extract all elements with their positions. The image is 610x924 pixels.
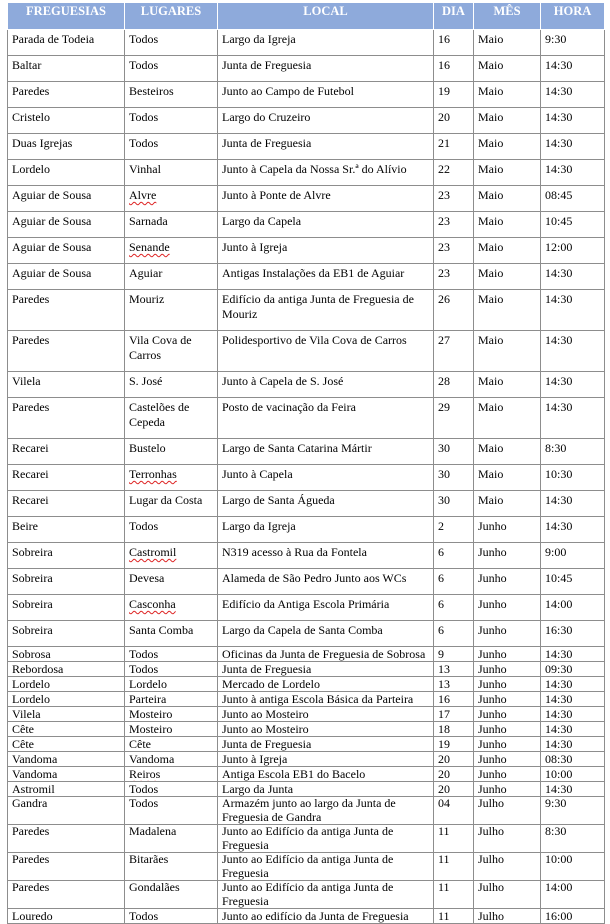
cell-hora: 9:00	[541, 543, 605, 569]
cell-mes: Maio	[474, 491, 541, 517]
cell-local: Junto à Capela de S. José	[218, 372, 434, 398]
cell-dia: 26	[434, 290, 474, 331]
table-row	[8, 782, 605, 797]
cell-lugar: Todos	[125, 56, 218, 82]
cell-freguesia: Duas Igrejas	[8, 134, 125, 160]
cell-lugar: Gondalães	[125, 881, 218, 909]
cell-hora: 14:30	[541, 491, 605, 517]
table-row	[8, 737, 605, 752]
table-row	[8, 30, 605, 56]
cell-lugar: Lugar da Costa	[125, 491, 218, 517]
cell-freguesia: Paredes	[8, 881, 125, 909]
cell-mes: Maio	[474, 56, 541, 82]
cell-mes: Julho	[474, 825, 541, 853]
cell-hora: 14:30	[541, 160, 605, 186]
cell-mes: Maio	[474, 108, 541, 134]
cell-hora: 14:30	[541, 108, 605, 134]
cell-mes: Junho	[474, 782, 541, 797]
cell-dia: 6	[434, 621, 474, 647]
table-row	[8, 108, 605, 134]
cell-local: Junto à Capela	[218, 465, 434, 491]
cell-local: Junta de Freguesia	[218, 56, 434, 82]
cell-hora: 14:30	[541, 677, 605, 692]
header-mes: MÊS	[474, 3, 541, 30]
cell-dia: 11	[434, 853, 474, 881]
table-row	[8, 797, 605, 825]
cell-dia: 30	[434, 465, 474, 491]
cell-dia: 04	[434, 797, 474, 825]
cell-freguesia: Astromil	[8, 782, 125, 797]
cell-hora: 08:30	[541, 752, 605, 767]
cell-local: Oficinas da Junta de Freguesia de Sobrosa	[218, 647, 434, 662]
cell-dia: 16	[434, 56, 474, 82]
cell-hora: 14:00	[541, 595, 605, 621]
table-row	[8, 692, 605, 707]
cell-dia: 19	[434, 82, 474, 108]
cell-hora: 10:45	[541, 569, 605, 595]
cell-mes: Maio	[474, 331, 541, 372]
table-row	[8, 621, 605, 647]
table-row	[8, 186, 605, 212]
cell-lugar: Todos	[125, 517, 218, 543]
cell-hora: 14:30	[541, 722, 605, 737]
cell-hora: 9:30	[541, 30, 605, 56]
cell-lugar: Mouriz	[125, 290, 218, 331]
cell-lugar: Vinhal	[125, 160, 218, 186]
cell-local: Junto à Igreja	[218, 238, 434, 264]
table-row	[8, 517, 605, 543]
cell-hora: 09:30	[541, 662, 605, 677]
cell-local: Largo da Junta	[218, 782, 434, 797]
cell-local: Edifício da antiga Junta de Freguesia de Mouriz	[218, 290, 434, 331]
cell-freguesia: Lordelo	[8, 160, 125, 186]
cell-dia: 20	[434, 752, 474, 767]
cell-dia: 27	[434, 331, 474, 372]
cell-mes: Maio	[474, 264, 541, 290]
cell-hora: 16:30	[541, 621, 605, 647]
cell-local: Largo de Santa Águeda	[218, 491, 434, 517]
cell-hora: 14:30	[541, 264, 605, 290]
table-row	[8, 543, 605, 569]
cell-hora: 9:30	[541, 797, 605, 825]
cell-dia: 20	[434, 782, 474, 797]
table-row	[8, 569, 605, 595]
cell-lugar: Vila Cova de Carros	[125, 331, 218, 372]
cell-freguesia: Parada de Todeia	[8, 30, 125, 56]
cell-dia: 29	[434, 398, 474, 439]
cell-dia: 2	[434, 517, 474, 543]
cell-local: Largo da Capela de Santa Comba	[218, 621, 434, 647]
cell-mes: Junho	[474, 543, 541, 569]
cell-local: Largo de Santa Catarina Mártir	[218, 439, 434, 465]
cell-lugar: Todos	[125, 782, 218, 797]
cell-freguesia: Vandoma	[8, 767, 125, 782]
cell-hora: 14:30	[541, 707, 605, 722]
table-body	[8, 30, 605, 924]
cell-local: Junto à Capela da Nossa Sr.ª do Alívio	[218, 160, 434, 186]
header-dia: DIA	[434, 3, 474, 30]
cell-freguesia: Paredes	[8, 331, 125, 372]
table-row	[8, 595, 605, 621]
table-row	[8, 56, 605, 82]
cell-dia: 23	[434, 238, 474, 264]
cell-freguesia: Sobreira	[8, 569, 125, 595]
cell-hora: 10:00	[541, 767, 605, 782]
cell-hora: 10:45	[541, 212, 605, 238]
header-lugares: LUGARES	[125, 3, 218, 30]
cell-freguesia: Recarei	[8, 491, 125, 517]
cell-lugar: Reiros	[125, 767, 218, 782]
cell-freguesia: Baltar	[8, 56, 125, 82]
cell-lugar: Terronhas	[125, 465, 218, 491]
cell-hora: 14:30	[541, 517, 605, 543]
cell-dia: 28	[434, 372, 474, 398]
cell-dia: 11	[434, 881, 474, 909]
cell-dia: 30	[434, 491, 474, 517]
cell-freguesia: Sobreira	[8, 595, 125, 621]
cell-lugar: Todos	[125, 30, 218, 56]
table-row	[8, 238, 605, 264]
cell-dia: 6	[434, 595, 474, 621]
cell-lugar: Todos	[125, 108, 218, 134]
cell-hora: 14:30	[541, 290, 605, 331]
cell-dia: 16	[434, 692, 474, 707]
cell-hora: 8:30	[541, 825, 605, 853]
cell-local: Junto ao Edifício da antiga Junta de Freguesia	[218, 881, 434, 909]
cell-lugar: Bustelo	[125, 439, 218, 465]
table-row	[8, 331, 605, 372]
cell-lugar: Mosteiro	[125, 722, 218, 737]
cell-dia: 11	[434, 825, 474, 853]
cell-lugar: Todos	[125, 134, 218, 160]
cell-freguesia: Sobreira	[8, 543, 125, 569]
cell-mes: Julho	[474, 909, 541, 924]
cell-local: Junta de Freguesia	[218, 134, 434, 160]
cell-lugar: Devesa	[125, 569, 218, 595]
cell-lugar: S. José	[125, 372, 218, 398]
cell-hora: 14:30	[541, 398, 605, 439]
cell-mes: Junho	[474, 692, 541, 707]
cell-local: Junta de Freguesia	[218, 662, 434, 677]
cell-mes: Maio	[474, 160, 541, 186]
cell-lugar: Senande	[125, 238, 218, 264]
cell-lugar: Besteiros	[125, 82, 218, 108]
table-row	[8, 825, 605, 853]
cell-freguesia: Recarei	[8, 439, 125, 465]
table-row	[8, 439, 605, 465]
cell-hora: 14:30	[541, 782, 605, 797]
table-row	[8, 264, 605, 290]
cell-freguesia: Aguiar de Sousa	[8, 186, 125, 212]
cell-local: N319 acesso à Rua da Fontela	[218, 543, 434, 569]
cell-dia: 18	[434, 722, 474, 737]
cell-lugar: Mosteiro	[125, 707, 218, 722]
cell-mes: Junho	[474, 722, 541, 737]
cell-local: Posto de vacinação da Feira	[218, 398, 434, 439]
cell-hora: 12:00	[541, 238, 605, 264]
cell-hora: 14:30	[541, 82, 605, 108]
cell-dia: 6	[434, 543, 474, 569]
cell-mes: Maio	[474, 82, 541, 108]
cell-lugar: Vandoma	[125, 752, 218, 767]
cell-dia: 30	[434, 439, 474, 465]
cell-mes: Maio	[474, 212, 541, 238]
cell-local: Alameda de São Pedro Junto aos WCs	[218, 569, 434, 595]
table-row	[8, 290, 605, 331]
cell-mes: Maio	[474, 290, 541, 331]
cell-local: Largo da Capela	[218, 212, 434, 238]
cell-lugar: Bitarães	[125, 853, 218, 881]
table-row	[8, 662, 605, 677]
cell-hora: 14:30	[541, 647, 605, 662]
cell-lugar: Parteira	[125, 692, 218, 707]
cell-mes: Junho	[474, 517, 541, 543]
cell-dia: 6	[434, 569, 474, 595]
cell-local: Antiga Escola EB1 do Bacelo	[218, 767, 434, 782]
cell-mes: Junho	[474, 707, 541, 722]
cell-local: Junta de Freguesia	[218, 737, 434, 752]
cell-local: Armazém junto ao largo da Junta de Freguesia de Gandra	[218, 797, 434, 825]
cell-local: Mercado de Lordelo	[218, 677, 434, 692]
cell-local: Junto à antiga Escola Básica da Parteira	[218, 692, 434, 707]
cell-hora: 8:30	[541, 439, 605, 465]
cell-freguesia: Louredo	[8, 909, 125, 924]
cell-freguesia: Lordelo	[8, 677, 125, 692]
cell-freguesia: Beire	[8, 517, 125, 543]
cell-mes: Junho	[474, 737, 541, 752]
cell-lugar: Madalena	[125, 825, 218, 853]
cell-hora: 14:30	[541, 737, 605, 752]
cell-hora: 16:00	[541, 909, 605, 924]
cell-lugar: Todos	[125, 797, 218, 825]
table-row	[8, 82, 605, 108]
cell-mes: Julho	[474, 881, 541, 909]
cell-local: Junto ao Campo de Futebol	[218, 82, 434, 108]
cell-mes: Junho	[474, 752, 541, 767]
cell-dia: 9	[434, 647, 474, 662]
cell-mes: Junho	[474, 767, 541, 782]
cell-hora: 14:30	[541, 372, 605, 398]
cell-local: Junto à Ponte de Alvre	[218, 186, 434, 212]
cell-freguesia: Cête	[8, 722, 125, 737]
cell-mes: Junho	[474, 662, 541, 677]
cell-freguesia: Paredes	[8, 853, 125, 881]
cell-freguesia: Gandra	[8, 797, 125, 825]
cell-dia: 22	[434, 160, 474, 186]
header-hora: HORA	[541, 3, 605, 30]
cell-lugar: Sarnada	[125, 212, 218, 238]
cell-dia: 13	[434, 677, 474, 692]
cell-mes: Maio	[474, 398, 541, 439]
cell-hora: 10:00	[541, 853, 605, 881]
cell-hora: 14:30	[541, 134, 605, 160]
table-row	[8, 767, 605, 782]
cell-freguesia: Paredes	[8, 825, 125, 853]
cell-mes: Maio	[474, 372, 541, 398]
cell-dia: 23	[434, 264, 474, 290]
cell-freguesia: Aguiar de Sousa	[8, 238, 125, 264]
cell-lugar: Casconha	[125, 595, 218, 621]
table-row	[8, 722, 605, 737]
cell-lugar: Aguiar	[125, 264, 218, 290]
cell-local: Antigas Instalações da EB1 de Aguiar	[218, 264, 434, 290]
cell-freguesia: Lordelo	[8, 692, 125, 707]
cell-freguesia: Sobreira	[8, 621, 125, 647]
cell-lugar: Todos	[125, 662, 218, 677]
cell-lugar: Castromil	[125, 543, 218, 569]
cell-freguesia: Vilela	[8, 372, 125, 398]
cell-freguesia: Rebordosa	[8, 662, 125, 677]
table-row	[8, 398, 605, 439]
table-row	[8, 853, 605, 881]
cell-mes: Junho	[474, 621, 541, 647]
cell-hora: 14:00	[541, 881, 605, 909]
table-header	[8, 3, 605, 30]
cell-lugar: Cête	[125, 737, 218, 752]
table-row	[8, 707, 605, 722]
cell-lugar: Alvre	[125, 186, 218, 212]
vaccination-schedule-table	[7, 2, 605, 924]
table-row	[8, 677, 605, 692]
cell-freguesia: Sobrosa	[8, 647, 125, 662]
cell-mes: Junho	[474, 595, 541, 621]
cell-freguesia: Vilela	[8, 707, 125, 722]
cell-lugar: Castelões de Cepeda	[125, 398, 218, 439]
cell-mes: Maio	[474, 30, 541, 56]
cell-freguesia: Paredes	[8, 290, 125, 331]
cell-local: Junto ao Mosteiro	[218, 707, 434, 722]
cell-mes: Maio	[474, 186, 541, 212]
cell-local: Junto ao Edifício da antiga Junta de Freguesia	[218, 853, 434, 881]
cell-hora: 14:30	[541, 331, 605, 372]
cell-mes: Maio	[474, 465, 541, 491]
cell-mes: Julho	[474, 797, 541, 825]
cell-local: Largo do Cruzeiro	[218, 108, 434, 134]
cell-dia: 11	[434, 909, 474, 924]
table-row	[8, 647, 605, 662]
cell-mes: Maio	[474, 134, 541, 160]
cell-dia: 20	[434, 108, 474, 134]
table-row	[8, 160, 605, 186]
cell-dia: 13	[434, 662, 474, 677]
cell-local: Polidesportivo de Vila Cova de Carros	[218, 331, 434, 372]
cell-local: Largo da Igreja	[218, 517, 434, 543]
table-row	[8, 134, 605, 160]
cell-lugar: Santa Comba	[125, 621, 218, 647]
cell-local: Junto ao edifício da Junta de Freguesia	[218, 909, 434, 924]
cell-mes: Maio	[474, 439, 541, 465]
cell-hora: 08:45	[541, 186, 605, 212]
cell-hora: 10:30	[541, 465, 605, 491]
cell-mes: Junho	[474, 569, 541, 595]
cell-dia: 20	[434, 767, 474, 782]
cell-lugar: Lordelo	[125, 677, 218, 692]
table-row	[8, 491, 605, 517]
cell-freguesia: Paredes	[8, 82, 125, 108]
cell-freguesia: Cête	[8, 737, 125, 752]
cell-freguesia: Paredes	[8, 398, 125, 439]
cell-lugar: Todos	[125, 909, 218, 924]
cell-freguesia: Recarei	[8, 465, 125, 491]
header-freguesias: FREGUESIAS	[8, 3, 125, 30]
cell-local: Largo da Igreja	[218, 30, 434, 56]
cell-dia: 19	[434, 737, 474, 752]
cell-mes: Junho	[474, 677, 541, 692]
cell-local: Junto à Igreja	[218, 752, 434, 767]
cell-freguesia: Vandoma	[8, 752, 125, 767]
table-row	[8, 909, 605, 924]
cell-hora: 14:30	[541, 692, 605, 707]
cell-dia: 17	[434, 707, 474, 722]
table-row	[8, 372, 605, 398]
cell-freguesia: Aguiar de Sousa	[8, 212, 125, 238]
table-row	[8, 752, 605, 767]
table-row	[8, 212, 605, 238]
cell-local: Edifício da Antiga Escola Primária	[218, 595, 434, 621]
cell-freguesia: Cristelo	[8, 108, 125, 134]
cell-dia: 23	[434, 186, 474, 212]
table-row	[8, 465, 605, 491]
cell-mes: Junho	[474, 647, 541, 662]
cell-dia: 23	[434, 212, 474, 238]
cell-local: Junto ao Edifício da antiga Junta de Freguesia	[218, 825, 434, 853]
cell-hora: 14:30	[541, 56, 605, 82]
cell-mes: Maio	[474, 238, 541, 264]
cell-dia: 21	[434, 134, 474, 160]
cell-dia: 16	[434, 30, 474, 56]
cell-local: Junto ao Mosteiro	[218, 722, 434, 737]
header-local: LOCAL	[218, 3, 434, 30]
table-row	[8, 881, 605, 909]
cell-lugar: Todos	[125, 647, 218, 662]
cell-freguesia: Aguiar de Sousa	[8, 264, 125, 290]
cell-mes: Julho	[474, 853, 541, 881]
